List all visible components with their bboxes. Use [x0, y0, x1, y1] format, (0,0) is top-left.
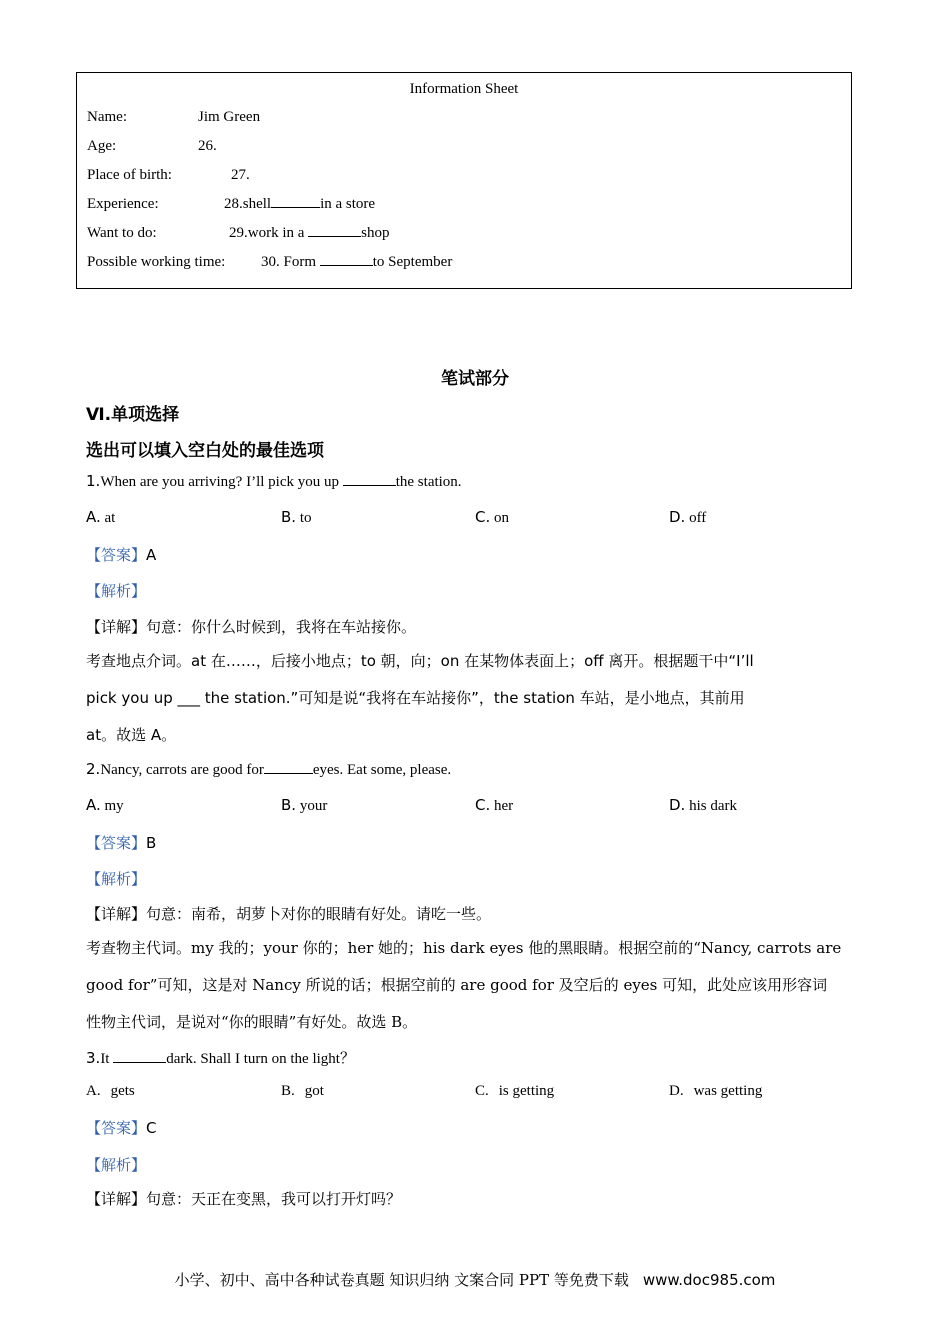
- answer-blank: [264, 772, 313, 774]
- option-letter: B.: [281, 508, 297, 526]
- info-row-name: [87, 109, 261, 126]
- q1-explanation-line: 考查地点介词。at 在……，后接小地点；to 朝，向；on 在某物体表面上；off 离开。根据题干中“I’ll: [86, 652, 754, 670]
- info-label: Age:: [87, 138, 117, 154]
- q1-explanation-line: pick you up ___ the station.”可知是说“我将在车站接你”，the station 车站，是小地点，其前用: [86, 689, 745, 707]
- option-letter: C.: [475, 1083, 489, 1099]
- information-sheet-table: [76, 72, 852, 289]
- part-heading: Ⅵ.单项选择: [86, 405, 180, 425]
- answer-blank: [113, 1061, 166, 1063]
- q2-option-a: [86, 796, 124, 815]
- info-label: Place of birth:: [87, 167, 172, 183]
- q2-option-d: [669, 796, 737, 815]
- footer-text: 小学、初中、高中各种试卷真题 知识归纳 文案合同 PPT 等免费下载: [174, 1271, 629, 1289]
- q1-explanation-line: at。故选 A。: [86, 726, 177, 744]
- option-text: my: [100, 798, 124, 814]
- q3-analysis-tag: 【解析】: [86, 1156, 147, 1174]
- q2-explanation-line: good for”可知，这是对 Nancy 所说的话；根据空前的 are good for 及空后的 eyes 可知，此处应该用形容词: [86, 976, 828, 994]
- info-label: Experience:: [87, 196, 159, 212]
- info-value-before: 30. Form: [261, 254, 320, 270]
- answer-value: C: [146, 1119, 157, 1137]
- q2-analysis-tag: 【解析】: [86, 870, 147, 888]
- option-letter: D.: [669, 508, 686, 526]
- answer-blank: [320, 264, 373, 266]
- option-text: was getting: [693, 1083, 763, 1099]
- info-value-before: 28.shell: [224, 196, 272, 212]
- q2-answer: [86, 832, 156, 853]
- q3-option-b: [281, 1083, 324, 1100]
- q3-option-c: [475, 1083, 554, 1100]
- question-2: [86, 760, 451, 779]
- option-text: is getting: [498, 1083, 555, 1099]
- info-label: Want to do:: [87, 225, 157, 241]
- option-text: at: [100, 510, 116, 526]
- info-row-place-of-birth: [87, 167, 250, 184]
- option-letter: D.: [669, 1083, 684, 1099]
- info-row-experience: [87, 196, 376, 213]
- info-value: Jim Green: [198, 109, 261, 125]
- q2-explanation-line: 考查物主代词。my 我的；your 你的；her 她的；his dark eyes 他的黑眼睛。根据空前的“Nancy, carrots are: [86, 939, 842, 957]
- footer-url: www.doc985.com: [642, 1271, 776, 1289]
- q3-detail: [86, 1188, 401, 1209]
- q3-option-a: [86, 1083, 135, 1100]
- info-row-want-to-do: [87, 225, 390, 242]
- question-text-before: When are you arriving? I’ll pick you up: [100, 474, 343, 490]
- info-label: Name:: [87, 109, 127, 125]
- q1-option-b: [281, 508, 311, 527]
- option-text: got: [304, 1083, 324, 1099]
- question-number: 1.: [86, 472, 101, 490]
- q2-detail: [86, 903, 491, 924]
- info-row-age: [87, 138, 217, 155]
- instruction-heading: 选出可以填入空白处的最佳选项: [86, 441, 324, 461]
- option-letter: A.: [86, 796, 101, 814]
- info-value: [224, 196, 375, 213]
- question-text-before: Nancy, carrots are good for: [100, 762, 264, 778]
- info-value-after: to September: [372, 254, 453, 270]
- q1-option-c: [475, 508, 509, 527]
- option-letter: D.: [669, 796, 686, 814]
- detail-tag: 【详解】: [86, 618, 147, 636]
- answer-blank: [308, 235, 361, 237]
- option-text: her: [490, 798, 514, 814]
- answer-tag: 【答案】: [86, 834, 147, 852]
- info-label: Possible working time:: [87, 254, 226, 270]
- detail-tag: 【详解】: [86, 1190, 147, 1208]
- question-text-after: the station.: [395, 474, 462, 490]
- info-row-working-time: [87, 254, 453, 271]
- info-sheet-title: Information Sheet: [409, 81, 519, 97]
- option-letter: C.: [475, 796, 491, 814]
- detail-text: 句意：你什么时候到，我将在车站接你。: [146, 618, 417, 636]
- q1-detail: [86, 616, 416, 637]
- answer-value: A: [146, 546, 157, 564]
- option-text: his dark: [685, 798, 737, 814]
- option-letter: B.: [281, 1083, 295, 1099]
- question-1: [86, 472, 462, 491]
- option-letter: A.: [86, 508, 101, 526]
- option-text: on: [490, 510, 509, 526]
- detail-tag: 【详解】: [86, 905, 147, 923]
- question-3: [86, 1047, 355, 1068]
- answer-tag: 【答案】: [86, 1119, 147, 1137]
- option-text: off: [685, 510, 707, 526]
- section-title: 笔试部分: [441, 369, 509, 389]
- q2-option-b: [281, 796, 327, 815]
- question-number: 3.: [86, 1049, 101, 1067]
- answer-blank: [271, 206, 320, 208]
- info-value-after: in a store: [320, 196, 376, 212]
- option-letter: B.: [281, 796, 297, 814]
- option-text: your: [296, 798, 328, 814]
- question-text-after: eyes. Eat some, please.: [312, 762, 452, 778]
- question-text-after: dark. Shall I turn on the light？: [166, 1051, 355, 1067]
- info-value: 27.: [231, 167, 250, 183]
- option-letter: A.: [86, 1083, 101, 1099]
- detail-text: 句意：南希，胡萝卜对你的眼睛有好处。请吃一些。: [146, 905, 492, 923]
- info-value: 26.: [198, 138, 217, 154]
- answer-blank: [343, 484, 396, 486]
- q1-option-a: [86, 508, 115, 527]
- info-value: [261, 254, 452, 271]
- answer-value: B: [146, 834, 157, 852]
- answer-tag: 【答案】: [86, 546, 147, 564]
- option-letter: C.: [475, 508, 491, 526]
- info-value: [229, 225, 390, 242]
- option-text: to: [296, 510, 312, 526]
- q3-answer: [86, 1117, 157, 1138]
- q1-analysis-tag: 【解析】: [86, 582, 147, 600]
- q1-option-d: [669, 508, 706, 527]
- q3-option-d: [669, 1083, 762, 1100]
- info-value-after: shop: [361, 225, 390, 241]
- question-number: 2.: [86, 760, 101, 778]
- q2-explanation-line: 性物主代词，是说对“你的眼睛”有好处。故选 B。: [86, 1013, 418, 1031]
- page-footer: [0, 1269, 950, 1290]
- detail-text: 句意：天正在变黑，我可以打开灯吗？: [146, 1190, 402, 1208]
- info-value-before: 29.work in a: [229, 225, 309, 241]
- question-text-before: It: [100, 1051, 114, 1067]
- option-text: gets: [110, 1083, 135, 1099]
- q1-answer: [86, 544, 156, 565]
- q2-option-c: [475, 796, 513, 815]
